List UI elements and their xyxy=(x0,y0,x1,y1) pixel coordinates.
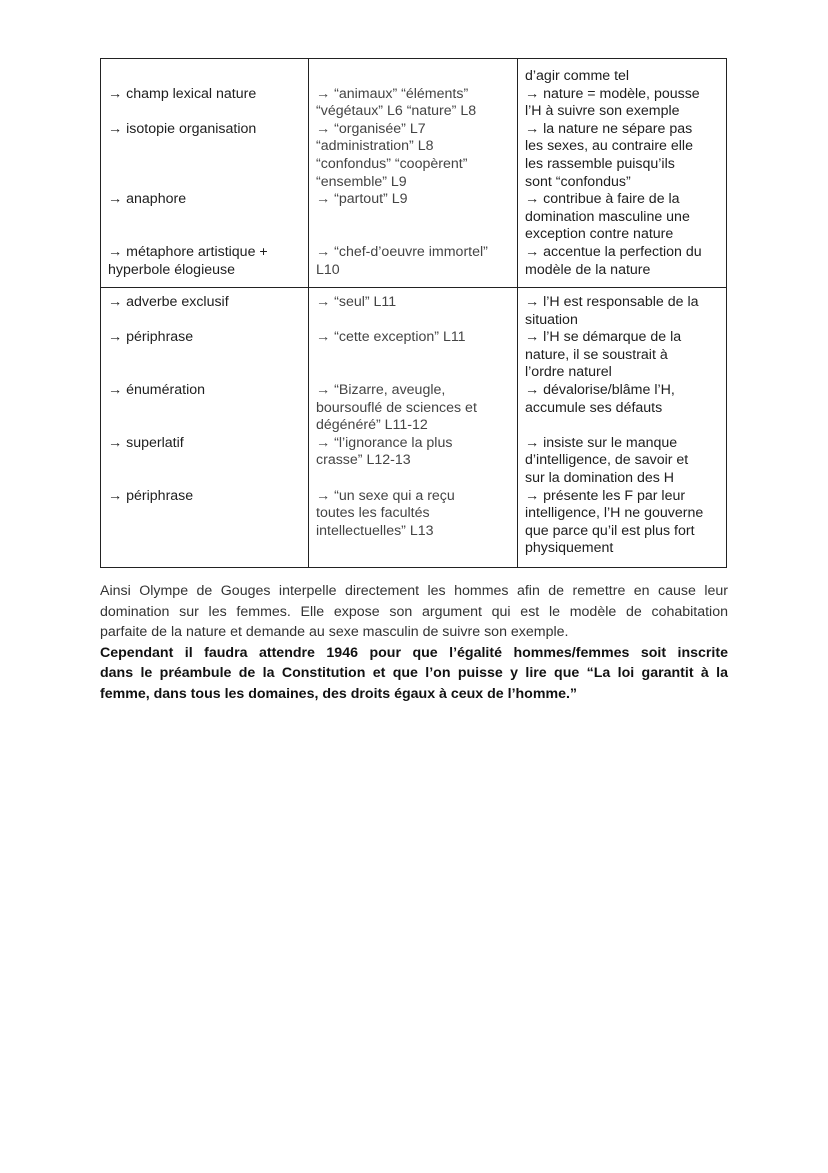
cell-text-line: crasse” L12-13 xyxy=(316,452,411,469)
cell-text-line: intellectuelles” L13 xyxy=(316,522,434,539)
cell-text-line: domination masculine une xyxy=(525,208,690,225)
cell-text-line: boursouflé de sciences et xyxy=(316,399,477,416)
cell-text-line: d’intelligence, de savoir et xyxy=(525,452,689,469)
bold-conclusion-line: dans le préambule de la Constitution et que l’on puisse y lire que “La loi garantit à la xyxy=(100,665,728,681)
cell-text-line: “ensemble” L9 xyxy=(316,173,407,190)
conclusion-line: parfaite de la nature et demande au sexe masculin de suivre son exemple. xyxy=(100,624,569,640)
conclusion-text xyxy=(100,581,728,704)
procedure-cell xyxy=(101,59,309,287)
conclusion-line: domination sur les femmes. Elle expose son argument qui est le modèle de cohabitation xyxy=(100,603,728,620)
bold-conclusion-line: femme, dans tous les domaines, des droits égaux à ceux de l’homme.” xyxy=(100,685,578,702)
citation-cell xyxy=(309,59,518,287)
cell-text-line: → “partout” L9 xyxy=(316,191,408,208)
procedure-cell xyxy=(101,288,309,567)
cell-text-line: les sexes, au contraire elle xyxy=(525,138,693,155)
cell-text-line: hyperbole élogieuse xyxy=(108,261,235,278)
cell-text-line: → dévalorise/blâme l’H, xyxy=(525,382,675,398)
cell-text-line: → contribue à faire de la xyxy=(525,191,680,208)
cell-text-line: toutes les facultés xyxy=(316,505,430,522)
cell-text-line: → “Bizarre, aveugle, xyxy=(316,382,446,398)
cell-text-line: → “l’ignorance la plus xyxy=(316,434,453,451)
cell-text-line: → champ lexical nature xyxy=(108,85,257,102)
cell-text-line: → la nature ne sépare pas xyxy=(525,120,693,137)
table-row xyxy=(101,59,726,287)
cell-text-line: situation xyxy=(525,311,578,328)
cell-text-line: → “animaux” “éléments” xyxy=(316,85,469,102)
cell-text-line: les rassemble puisqu’ils xyxy=(525,156,675,172)
cell-text-line: → périphrase xyxy=(108,487,194,504)
citation-cell xyxy=(309,288,518,567)
cell-text-line: dégénéré” L11-12 xyxy=(316,417,428,434)
interpretation-cell xyxy=(518,59,726,287)
cell-text-line: → présente les F par leur xyxy=(525,487,686,504)
cell-text-line: → “un sexe qui a reçu xyxy=(316,487,455,504)
cell-text-line: → “seul” L11 xyxy=(316,294,397,310)
cell-text-line: → anaphore xyxy=(108,191,187,208)
cell-text-line: → l’H se démarque de la xyxy=(525,329,682,346)
cell-text-line: → accentue la perfection du xyxy=(525,244,702,260)
cell-text-line: physiquement xyxy=(525,540,614,557)
cell-text-line: → métaphore artistique + xyxy=(108,244,268,260)
table-row xyxy=(101,287,726,567)
analysis-table xyxy=(100,58,727,568)
cell-text-line: → adverbe exclusif xyxy=(108,294,229,310)
cell-text-line: → insiste sur le manque xyxy=(525,434,678,451)
cell-text-line: sont “confondus” xyxy=(525,173,631,190)
cell-text-line: → nature = modèle, pousse xyxy=(525,85,700,102)
cell-text-line: → “cette exception” L11 xyxy=(316,329,466,346)
conclusion-line: Ainsi Olympe de Gouges interpelle directement les hommes afin de remettre en cause leur xyxy=(100,583,728,599)
cell-text-line: “végétaux” L6 “nature” L8 xyxy=(316,103,477,120)
cell-text-line: que parce qu’il est plus fort xyxy=(525,522,695,539)
cell-text-line: d’agir comme tel xyxy=(525,68,630,84)
cell-text-line: → l’H est responsable de la xyxy=(525,294,699,310)
cell-text-line: sur la domination des H xyxy=(525,470,675,486)
interpretation-cell xyxy=(518,288,726,567)
cell-text-line: → périphrase xyxy=(108,329,194,346)
cell-text-line: accumule ses défauts xyxy=(525,399,663,416)
cell-text-line: l’ordre naturel xyxy=(525,364,612,381)
cell-text-line: → énumération xyxy=(108,382,205,398)
cell-text-line: modèle de la nature xyxy=(525,261,651,278)
cell-text-line: exception contre nature xyxy=(525,226,674,243)
cell-text-line: “administration” L8 xyxy=(316,138,434,155)
bold-conclusion-line: Cependant il faudra attendre 1946 pour que l’égalité hommes/femmes soit inscrite xyxy=(100,644,728,661)
cell-text-line: nature, il se soustrait à xyxy=(525,346,668,363)
cell-text-line: → isotopie organisation xyxy=(108,120,257,137)
cell-text-line: L10 xyxy=(316,261,340,278)
cell-text-line: → “chef-d’oeuvre immortel” xyxy=(316,244,488,260)
cell-text-line: “confondus” “coopèrent” xyxy=(316,156,468,172)
cell-text-line: l’H à suivre son exemple xyxy=(525,103,680,120)
cell-text-line: → “organisée” L7 xyxy=(316,120,426,137)
cell-text-line: intelligence, l’H ne gouverne xyxy=(525,505,704,522)
cell-text-line: → superlatif xyxy=(108,434,184,451)
